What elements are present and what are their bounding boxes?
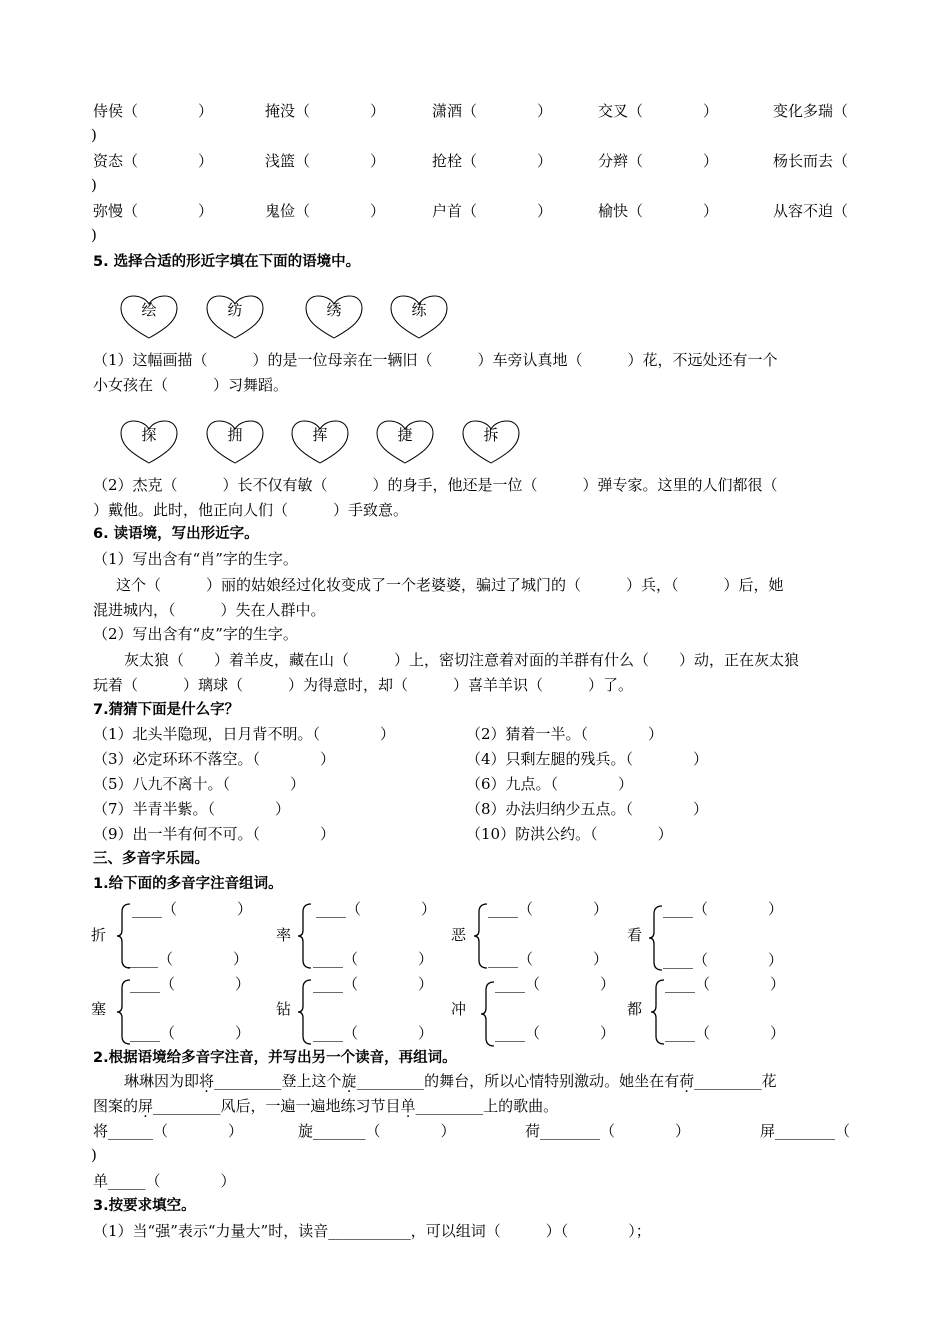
- wrap-paren: ): [91, 126, 97, 144]
- word-blank: 户首（ ）: [432, 202, 553, 220]
- q6-p2: （2）写出含有“皮”字的生字。: [93, 625, 298, 643]
- marked-char: 将: [199, 1072, 215, 1090]
- polyphone-char: 钻: [276, 1000, 292, 1018]
- blank-top: ____（ ）: [316, 900, 437, 918]
- blank-top: ____（ ）: [663, 900, 784, 918]
- brace-icon: [297, 902, 313, 970]
- brace-icon: [648, 904, 664, 972]
- section3-title: 三、多音字乐园。: [93, 851, 209, 867]
- q2-fill: 屏________（: [760, 1122, 851, 1140]
- blank-bot: ____（ ）: [495, 1024, 616, 1042]
- polyphone-char: 塞: [91, 1000, 107, 1018]
- riddle: （10）防洪公约。（ ）: [466, 825, 673, 843]
- heart-char: 绘: [141, 301, 157, 319]
- text: _________登上这个: [214, 1072, 342, 1090]
- heart-option: [375, 419, 435, 469]
- text: _________的舞台，所以心情特别激动。她坐在有: [356, 1072, 680, 1090]
- polyphone-char: 都: [627, 1000, 643, 1018]
- q2-fill: 荷________（ ）: [525, 1122, 691, 1140]
- q2-fill: 旋_______（ ）: [298, 1122, 456, 1140]
- heart-option: [119, 419, 179, 469]
- heart-option: [304, 294, 364, 344]
- polyphone-char: 看: [627, 926, 643, 944]
- word-blank: 鬼俭（ ）: [265, 202, 386, 220]
- word-blank: 分辫（ ）: [598, 152, 719, 170]
- q7-title: 7.猜猜下面是什么字？: [93, 702, 240, 718]
- q5-s1-line1: （1）这幅画描（ ）的是一位母亲在一辆旧（ ）车旁认真地（ ）花，不远处还有一个: [93, 351, 778, 369]
- q5-s2-line2: ）戴他。此时，他正向人们（ ）手致意。: [93, 501, 409, 519]
- heart-char: 练: [411, 301, 427, 319]
- brace-icon: [473, 902, 489, 970]
- wrap-paren: ): [91, 176, 97, 194]
- word-blank: 抢栓（ ）: [432, 152, 553, 170]
- q6-p1-line2: 混进城内，（ ）失在人群中。: [93, 601, 326, 619]
- q2-passage-line2: [93, 1096, 558, 1116]
- word-blank: 杨长而去（: [773, 152, 849, 170]
- heart-option: [290, 419, 350, 469]
- blank-bot: ____（ ）: [663, 951, 784, 969]
- heart-option: [119, 294, 179, 344]
- blank-bot: ____（ ）: [128, 950, 249, 968]
- riddle: （3）必定环环不落空。（ ）: [93, 750, 336, 768]
- polyphone-char: 率: [276, 926, 292, 944]
- blank-top: ____（ ）: [488, 900, 609, 918]
- marked-char: 旋: [341, 1072, 357, 1090]
- q6-p1: （1）写出含有“肖”字的生字。: [93, 550, 298, 568]
- blank-bot: ____（ ）: [130, 1024, 251, 1042]
- word-blank: 弥慢（ ）: [93, 202, 214, 220]
- word-blank: 榆快（ ）: [598, 202, 719, 220]
- blank-top: ____（ ）: [130, 975, 251, 993]
- marked-char: 屏: [138, 1097, 154, 1115]
- heart-char: 拆: [483, 426, 499, 444]
- blank-bot: ____（ ）: [313, 950, 434, 968]
- q5-title: 5. 选择合适的形近字填在下面的语境中。: [93, 254, 361, 270]
- text: _________花: [694, 1072, 777, 1090]
- heart-option: [205, 419, 265, 469]
- text: _________上的歌曲。: [415, 1097, 559, 1115]
- word-blank: 从容不迫（: [773, 202, 849, 220]
- riddle: （9）出一半有何不可。（ ）: [93, 825, 336, 843]
- heart-option: [389, 294, 449, 344]
- heart-char: 拥: [227, 426, 243, 444]
- brace-icon: [480, 980, 496, 1048]
- sec3-q3-title: 3.按要求填空。: [93, 1198, 196, 1214]
- blank-top: ____（ ）: [665, 975, 786, 993]
- polyphone-char: 恶: [451, 926, 467, 944]
- polyphone-char: 折: [91, 926, 107, 944]
- blank-bot: ____（ ）: [665, 1024, 786, 1042]
- q6-title: 6. 读语境，写出形近字。: [93, 526, 259, 542]
- brace-icon: [650, 978, 666, 1046]
- heart-char: 纺: [227, 301, 243, 319]
- blank-top: ____（ ）: [313, 975, 434, 993]
- wrap-paren: ): [91, 1146, 97, 1164]
- q6-p2-line1: 灰太狼（ ）着羊皮，藏在山（ ）上，密切注意着对面的羊群有什么（ ）动，正在灰太狼: [124, 651, 800, 669]
- q2-fill: 单_____（ ）: [93, 1172, 236, 1190]
- polyphone-char: 冲: [451, 1000, 467, 1018]
- word-blank: 侍侯（ ）: [93, 102, 214, 120]
- word-blank: 掩没（ ）: [265, 102, 386, 120]
- word-blank: 潇酒（ ）: [432, 102, 553, 120]
- sec3-q1-title: 1.给下面的多音字注音组词。: [93, 876, 283, 892]
- q6-p2-line2: 玩着（ ）璃球（ ）为得意时，却（ ）喜羊羊识（ ）了。: [93, 676, 634, 694]
- riddle: （7）半青半紫。（ ）: [93, 800, 291, 818]
- text: 图案的: [93, 1097, 139, 1115]
- riddle: （2）猜着一半。（ ）: [466, 725, 664, 743]
- sec3-q2-title: 2.根据语境给多音字注音，并写出另一个读音，再组词。: [93, 1050, 457, 1066]
- riddle: （1）北头半隐现，日月背不明。（ ）: [93, 725, 396, 743]
- q3-line1: （1）当“强”表示“力量大”时，读音___________，可以组词（ ）（ ）；: [93, 1222, 651, 1240]
- q6-p1-line1: 这个（ ）丽的姑娘经过化妆变成了一个老婆婆，骗过了城门的（ ）兵，（ ）后，她: [116, 576, 784, 594]
- blank-bot: ____（ ）: [488, 950, 609, 968]
- word-blank: 资态（ ）: [93, 152, 214, 170]
- q5-s1-line2: 小女孩在（ ）习舞蹈。: [93, 376, 289, 394]
- wrap-paren: ): [91, 226, 97, 244]
- marked-char: 荷: [679, 1072, 695, 1090]
- riddle: （4）只剩左腿的残兵。（ ）: [466, 750, 709, 768]
- text: _________风后，一遍一遍地练习节目: [153, 1097, 401, 1115]
- blank-top: ____（ ）: [132, 900, 253, 918]
- riddle: （6）九点。（ ）: [466, 775, 634, 793]
- word-blank: 交叉（ ）: [598, 102, 719, 120]
- blank-bot: ____（ ）: [313, 1024, 434, 1042]
- heart-char: 绣: [326, 301, 342, 319]
- heart-char: 挥: [312, 426, 328, 444]
- riddle: （8）办法归纳少五点。（ ）: [466, 800, 709, 818]
- heart-option: [205, 294, 265, 344]
- heart-option: [461, 419, 521, 469]
- word-blank: 变化多瑞（: [773, 102, 849, 120]
- q5-s2-line1: （2）杰克（ ）长不仅有敏（ ）的身手，他还是一位（ ）弹专家。这里的人们都很（: [93, 476, 778, 494]
- heart-char: 捷: [397, 426, 413, 444]
- blank-top: ____（ ）: [495, 975, 616, 993]
- q2-fill: 将______（ ）: [93, 1122, 244, 1140]
- heart-char: 探: [141, 426, 157, 444]
- q2-passage-line1: [124, 1071, 777, 1091]
- marked-char: 单: [400, 1097, 416, 1115]
- brace-icon: [297, 978, 313, 1046]
- riddle: （5）八九不离十。（ ）: [93, 775, 306, 793]
- text: 琳琳因为即: [124, 1072, 200, 1090]
- word-blank: 浅篮（ ）: [265, 152, 386, 170]
